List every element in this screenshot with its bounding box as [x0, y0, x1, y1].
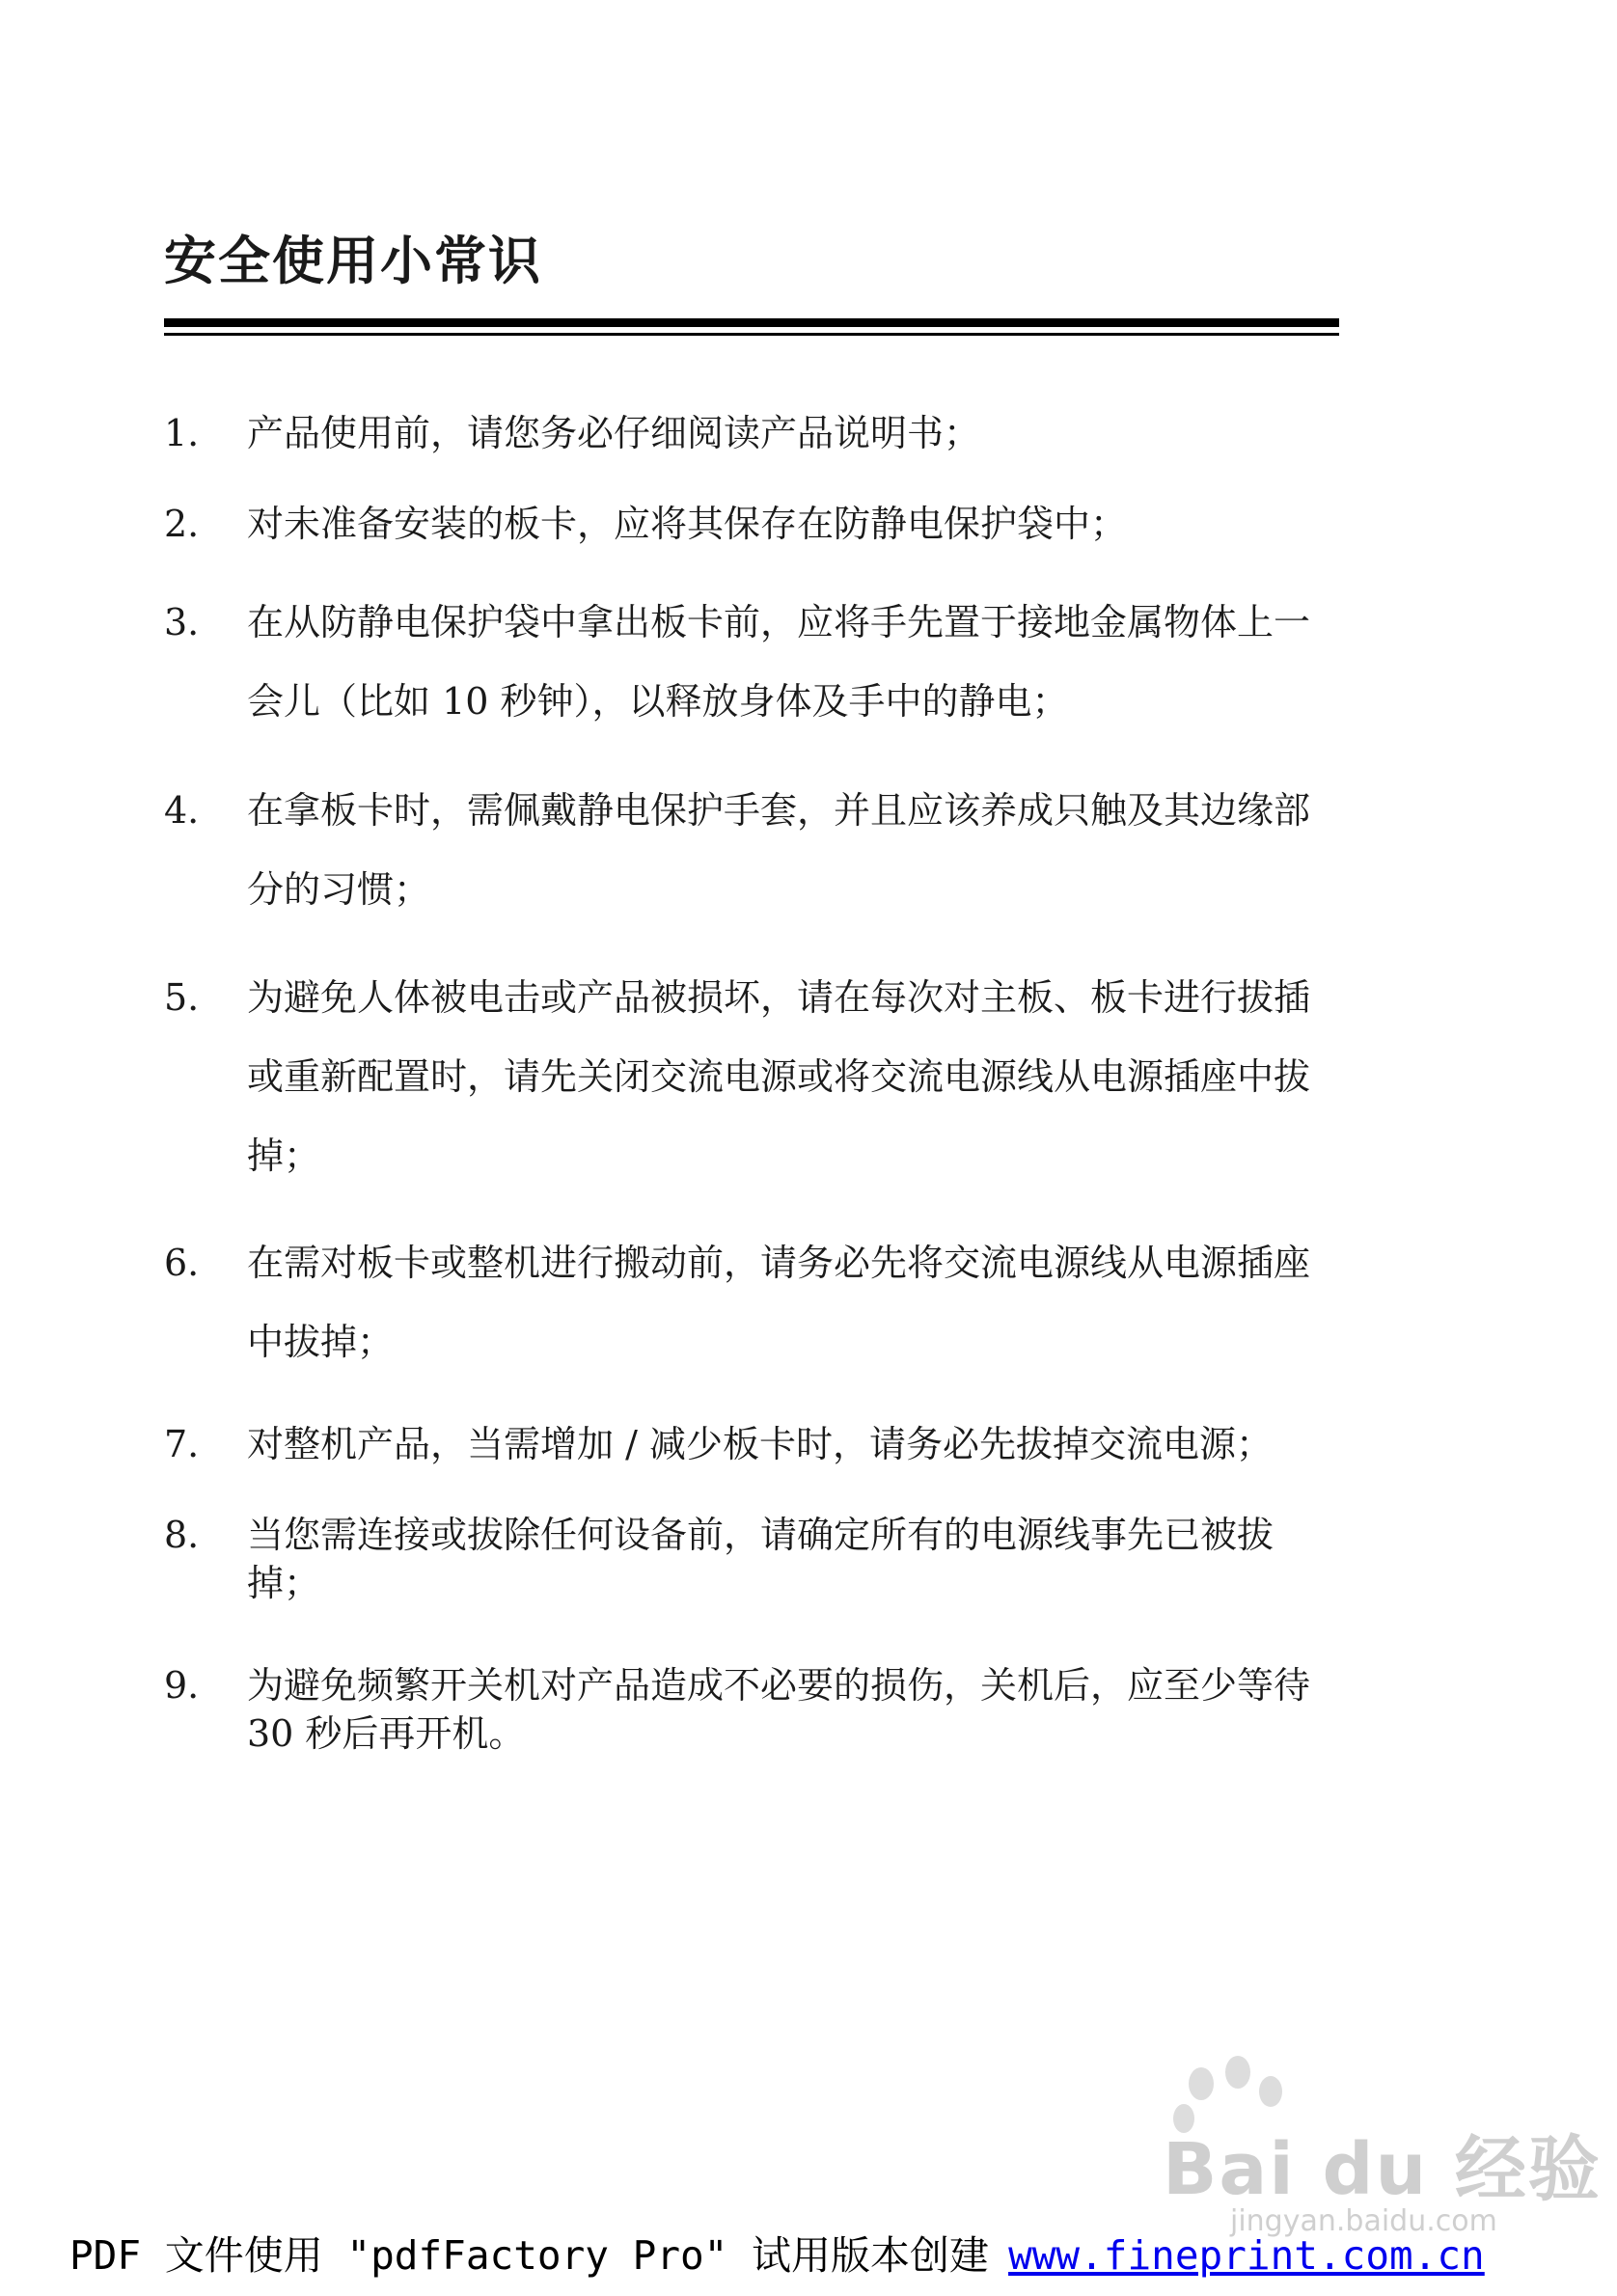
item-text: 产品使用前，请您务必仔细阅读产品说明书；	[247, 412, 981, 454]
item-number: 4.	[164, 789, 200, 832]
item-text: 在拿板卡时，需佩戴静电保护手套，并且应该养成只触及其边缘部 分的习惯；	[247, 789, 1311, 911]
item-number: 9.	[164, 1664, 200, 1707]
watermark-url: jingyan.baidu.com	[1230, 2204, 1497, 2238]
item-number: 8.	[164, 1514, 200, 1556]
baidu-watermark	[1163, 2055, 1602, 2238]
footer-link[interactable]: www.fineprint.com.cn	[1008, 2232, 1485, 2279]
title-rule-thick	[164, 318, 1339, 327]
item-text: 为避免人体被电击或产品被损坏，请在每次对主板、板卡进行拔插 或重新配置时，请先关闭交流电源或将交流电源线从电源插座中拔 掉；	[247, 976, 1311, 1177]
item-text: 为避免频繁开关机对产品造成不必要的损伤，关机后，应至少等待 30 秒后再开机。	[247, 1664, 1311, 1755]
page-title: 安全使用小常识	[164, 231, 542, 291]
item-number: 1.	[164, 412, 200, 454]
item-number: 6.	[164, 1242, 200, 1284]
watermark-logo: Bai du 经验	[1163, 2128, 1602, 2211]
item-number: 2.	[164, 503, 200, 545]
title-rule-thin	[164, 333, 1339, 336]
item-text: 对整机产品，当需增加 / 减少板卡时，请务必先拔掉交流电源；	[247, 1423, 1273, 1465]
footer-text: PDF 文件使用 "pdfFactory Pro" 试用版本创建	[69, 2232, 990, 2279]
item-number: 7.	[164, 1423, 200, 1465]
item-text: 对未准备安装的板卡，应将其保存在防静电保护袋中；	[247, 503, 1128, 545]
pdf-footer	[69, 2224, 1485, 2281]
item-text: 当您需连接或拔除任何设备前，请确定所有的电源线事先已被拔 掉；	[247, 1514, 1274, 1604]
item-text: 在需对板卡或整机进行搬动前，请务必先将交流电源线从电源插座 中拔掉；	[247, 1242, 1311, 1363]
item-text: 在从防静电保护袋中拿出板卡前，应将手先置于接地金属物体上一 会儿（比如 10 秒钟），以释放身体及手中的静电；	[247, 601, 1311, 723]
item-number: 3.	[164, 601, 200, 643]
item-number: 5.	[164, 976, 200, 1019]
